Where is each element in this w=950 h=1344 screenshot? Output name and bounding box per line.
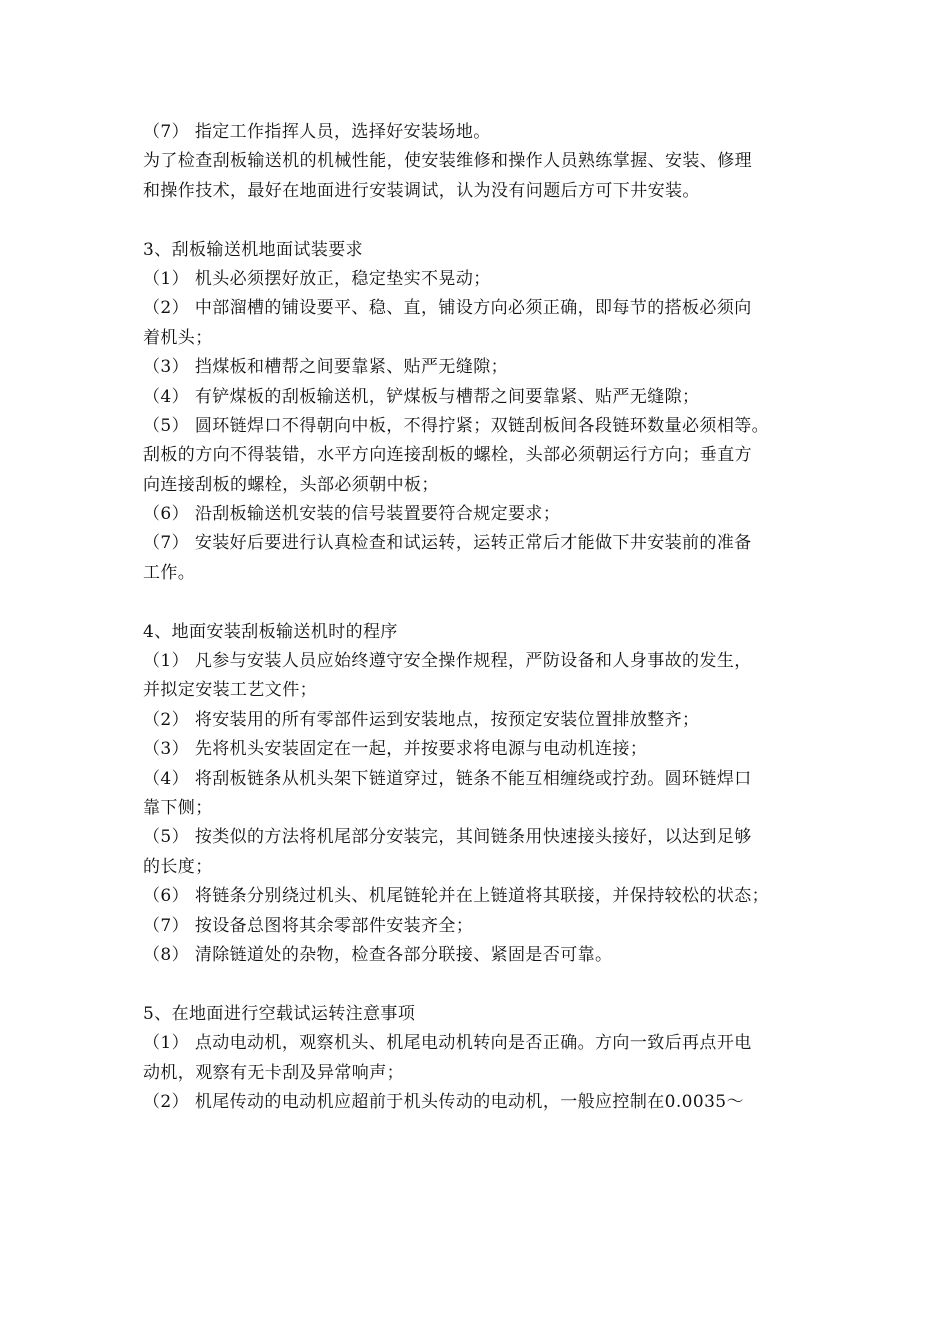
section-3-line: （3） 挡煤板和槽帮之间要靠紧、贴严无缝隙； — [143, 357, 509, 378]
section-3-line: 向连接刮板的螺栓，头部必须朝中板； — [143, 474, 439, 495]
section-3-line: （2） 中部溜槽的铺设要平、稳、直，铺设方向必须正确，即每节的搭板必须向 — [143, 298, 752, 319]
section-4-line: （7） 按设备总图将其余零部件安装齐全； — [143, 915, 474, 936]
section-4-line: （5） 按类似的方法将机尾部分安装完，其间链条用快速接头接好，以达到足够 — [143, 827, 752, 848]
section-3-line: （4） 有铲煤板的刮板输送机，铲煤板与槽帮之间要靠紧、贴严无缝隙； — [143, 386, 700, 407]
section-3-line: 刮板的方向不得装错，水平方向连接刮板的螺栓，头部必须朝运行方向；垂直方 — [143, 445, 752, 466]
section-gap — [143, 970, 809, 999]
section-4-line: 的长度； — [143, 856, 213, 877]
section-4-line: 并拟定安装工艺文件； — [143, 680, 317, 701]
section-4-line: （2） 将安装用的所有零部件运到安装地点，按预定安装位置排放整齐； — [143, 709, 700, 730]
section-5-line: （2） 机尾传动的电动机应超前于机头传动的电动机，一般应控制在0.0035～ — [143, 1091, 744, 1112]
section-4-line: （1） 凡参与安装人员应始终遵守安全操作规程，严防设备和人身事故的发生， — [143, 651, 752, 672]
section-4-line: （4） 将刮板链条从机头架下链道穿过，链条不能互相缠绕或拧劲。圆环链焊口 — [143, 768, 752, 789]
section-3-line: （1） 机头必须摆好放正，稳定垫实不晃动； — [143, 268, 491, 289]
section-4-line: （6） 将链条分别绕过机头、机尾链轮并在上链道将其联接，并保持较松的状态； — [143, 886, 770, 907]
intro-item-7: （7） 指定工作指挥人员，选择好安装场地。 — [143, 122, 491, 142]
section-3-line: （7） 安装好后要进行认真检查和试运转，运转正常后才能做下井安装前的准备 — [143, 533, 752, 554]
section-4-line: 靠下侧； — [143, 797, 213, 818]
section-gap — [143, 206, 809, 235]
section-3-line: （6） 沿刮板输送机安装的信号装置要符合规定要求； — [143, 504, 561, 525]
section-5-title: 5、在地面进行空载试运转注意事项 — [143, 1003, 416, 1024]
intro-paragraph-line-2: 和操作技术，最好在地面进行安装调试，认为没有问题后方可下井安装。 — [143, 180, 700, 201]
section-4-line: （8） 清除链道处的杂物，检查各部分联接、紧固是否可靠。 — [143, 944, 613, 965]
section-4-title: 4、地面安装刮板输送机时的程序 — [143, 621, 398, 642]
section-3-line: 工作。 — [143, 562, 196, 583]
section-gap — [143, 588, 809, 617]
section-4-line: （3） 先将机头安装固定在一起，并按要求将电源与电动机连接； — [143, 739, 648, 760]
section-3-line: 着机头； — [143, 327, 213, 348]
document-body — [143, 118, 809, 1117]
section-3-line: （5） 圆环链焊口不得朝向中板，不得拧紧；双链刮板间各段链环数量必须相等。 — [143, 415, 770, 436]
section-3-title: 3、刮板输送机地面试装要求 — [143, 239, 364, 260]
section-5-line: （1） 点动电动机，观察机头、机尾电动机转向是否正确。方向一致后再点开电 — [143, 1033, 752, 1054]
intro-paragraph-line-1: 为了检查刮板输送机的机械性能，使安装维修和操作人员熟练掌握、安装、修理 — [143, 151, 752, 172]
section-5-line: 动机，观察有无卡刮及异常响声； — [143, 1062, 404, 1083]
